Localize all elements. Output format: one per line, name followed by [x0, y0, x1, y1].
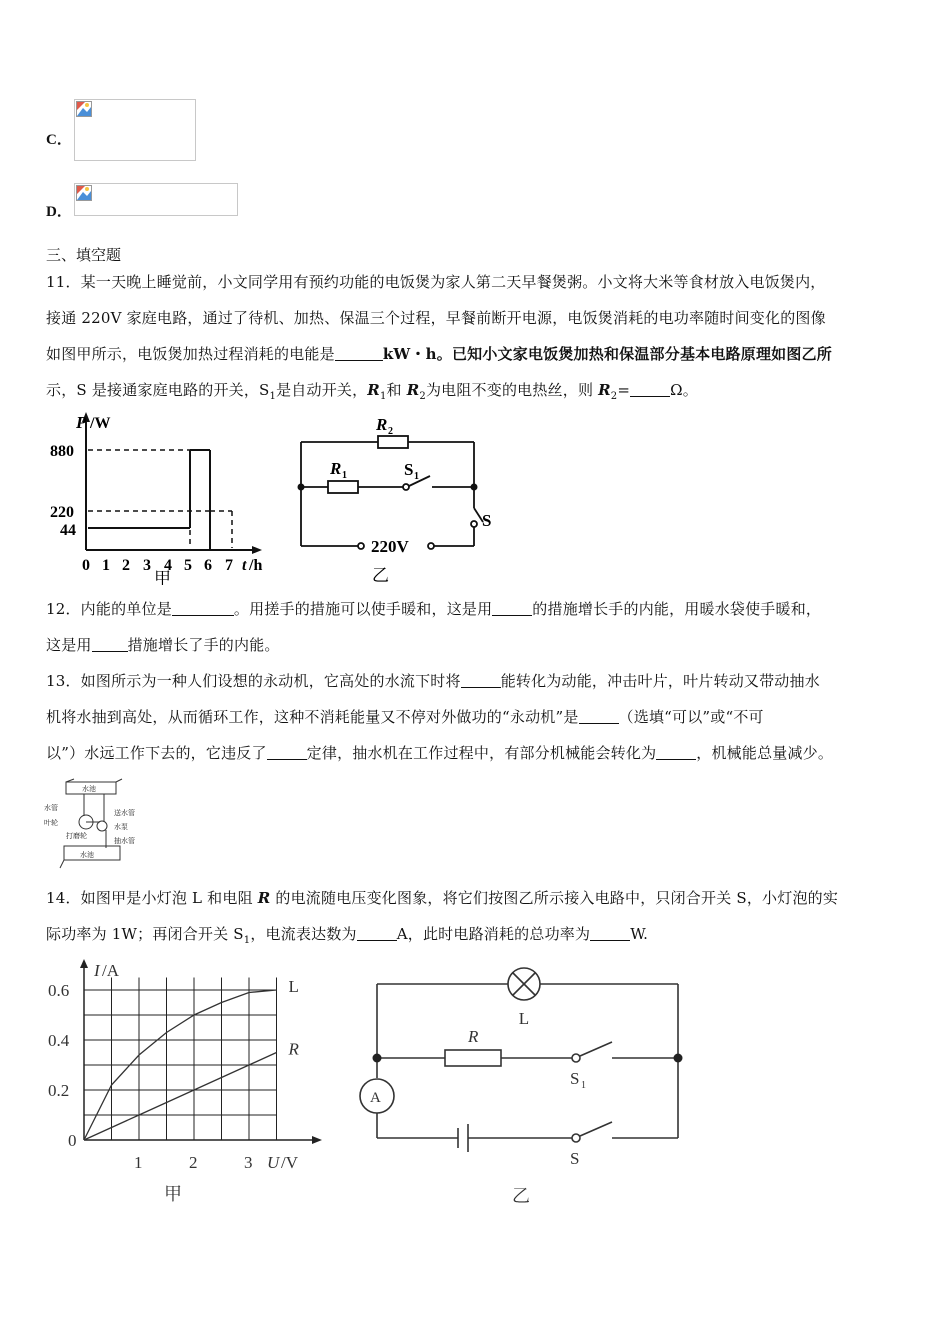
- chart-grid: [84, 978, 277, 1141]
- figure-caption-yi: 乙: [372, 566, 389, 585]
- q13-line-2: 机将水抽到高处，从而循环工作，这种不消耗能量又不停对外做功的“永动机”是 （选填“可以”或“不可: [46, 708, 764, 726]
- axis-label-u: U: [267, 1153, 280, 1172]
- label-voltage: 220V: [371, 537, 409, 556]
- option-c-image: [74, 99, 196, 161]
- rice-cooker-circuit: [290, 410, 510, 585]
- junction-node: [373, 1054, 382, 1063]
- answer-blank[interactable]: [172, 600, 234, 616]
- label-s1-sub: 1: [414, 471, 419, 482]
- pool-edge: [116, 779, 122, 782]
- answer-blank[interactable]: [492, 600, 532, 616]
- pump: [97, 821, 107, 831]
- switch-s1-blade[interactable]: [580, 1042, 612, 1056]
- figure-caption-jia: 甲: [154, 569, 171, 585]
- x-tick-label: 2: [189, 1153, 198, 1172]
- label-r1-sub: 1: [342, 470, 347, 481]
- axis-label-i-unit: /A: [102, 961, 119, 980]
- axis-label-p-unit: /W: [90, 415, 111, 432]
- label-grind: 打磨轮: [66, 832, 87, 840]
- answer-blank[interactable]: [335, 345, 383, 361]
- label-s1: S: [404, 460, 414, 479]
- answer-blank[interactable]: [590, 925, 630, 941]
- label-r2: R: [376, 415, 388, 434]
- series-line-R: [84, 1053, 277, 1141]
- y-tick-label: 0.2: [48, 1081, 70, 1100]
- label-lamp: L: [518, 1009, 530, 1028]
- t-tick-label: 5: [184, 557, 192, 574]
- option-c-label: C．: [46, 132, 72, 148]
- answer-blank[interactable]: [357, 925, 397, 941]
- label-pool-top: 水池: [82, 785, 96, 793]
- label-resistor: R: [468, 1027, 479, 1046]
- switch-s-contact: [572, 1134, 580, 1142]
- answer-blank[interactable]: [267, 744, 307, 760]
- x-tick-label: 1: [134, 1153, 143, 1172]
- figure-caption-yi-14: 乙: [512, 1186, 530, 1206]
- pool-edge: [60, 860, 64, 868]
- q14-line-1: 14．如图甲是小灯泡 L 和电阻 R 的电流随电压变化图象，将它们按图乙所示接入电路中，只闭合开关 S，小灯泡的实: [46, 889, 839, 907]
- label-pump: 水泵: [114, 823, 128, 831]
- junction-node: [471, 484, 478, 491]
- answer-blank[interactable]: [656, 744, 696, 760]
- t-axis-arrow: [252, 546, 262, 554]
- switch-s1-contact: [572, 1054, 580, 1062]
- i-axis-arrow: [80, 959, 88, 968]
- x-tick-label: 3: [244, 1153, 253, 1172]
- label-s: S: [482, 511, 492, 530]
- broken-image-icon: [76, 185, 92, 201]
- section-title: 三、填空题: [46, 246, 122, 264]
- q12-line-1: 12．内能的单位是 。用搓手的措施可以使手暖和，这是用 的措施增长手的内能，用暖水袋使手暖和，: [46, 600, 822, 618]
- t-tick-label: 2: [122, 557, 130, 574]
- series-label-L: L: [288, 977, 299, 996]
- terminal-left: [358, 543, 364, 549]
- t-tick-label: 4: [164, 557, 172, 574]
- question-13: [46, 663, 916, 771]
- answer-blank[interactable]: [579, 708, 619, 724]
- question-14: [46, 880, 916, 959]
- resistor-r2: [378, 436, 408, 448]
- chart-ticks: [48, 977, 300, 1172]
- answer-blank[interactable]: [461, 672, 501, 688]
- power-time-graph: [46, 410, 276, 585]
- switch-s1-contact: [403, 484, 409, 490]
- tick-880: 880: [50, 443, 74, 460]
- label-pipe: 水管: [44, 804, 58, 812]
- label-r2-sub: 2: [388, 426, 393, 437]
- label-blade: 叶轮: [44, 819, 58, 827]
- label-ammeter: A: [370, 1090, 381, 1106]
- t-tick-label: 3: [143, 557, 151, 574]
- current-voltage-chart: [44, 956, 334, 1211]
- label-suction: 抽水管: [114, 837, 135, 845]
- terminal-right: [428, 543, 434, 549]
- q11-line-4: 示，S 是接通家庭电路的开关，$S_1$是自动开关，$R_1$和 $R_2$为电阻不变的电热丝，则 $R_2= \Omega$。: [46, 381, 698, 402]
- label-r1: R: [330, 459, 342, 478]
- origin-label: 0: [68, 1131, 77, 1150]
- junction-node: [298, 484, 305, 491]
- junction-node: [674, 1054, 683, 1063]
- answer-blank[interactable]: [92, 636, 128, 652]
- axis-label-t: t: [242, 557, 247, 574]
- resistor-r1: [328, 481, 358, 493]
- figure-caption-jia-14: 甲: [164, 1184, 182, 1204]
- tick-220: 220: [50, 504, 74, 521]
- resistor-r: [445, 1050, 501, 1066]
- q11-line-3: 如图甲所示，电饭煲加热过程消耗的电能是 kW・h。已知小文家电饭煲加热和保温部分基本电路原理如图乙所: [46, 345, 832, 363]
- question-11: [46, 264, 916, 415]
- option-d-label: D．: [46, 204, 72, 220]
- label-s1-sub: 1: [581, 1080, 586, 1091]
- t-tick-label: 1: [102, 557, 110, 574]
- label-s: S: [570, 1149, 580, 1168]
- q14-line-2: 际功率为 1W；再闭合开关 $S_1$，电流表达数为 A，此时电路消耗的总功率为 W.: [46, 925, 649, 946]
- perpetual-motion-figure: [44, 778, 144, 872]
- label-supply: 送水管: [114, 809, 135, 817]
- series-label-R: R: [288, 1039, 299, 1059]
- option-d-image: [74, 183, 238, 216]
- q13-line-1: 13．如图所示为一种人们设想的永动机，它高处的水流下时将 能转化为动能，冲击叶片，叶片转动又带动抽水: [46, 672, 820, 690]
- axis-label-i: I: [94, 961, 100, 980]
- switch-s-contact: [471, 521, 477, 527]
- tick-44: 44: [60, 522, 76, 539]
- label-pool-bottom: 水池: [80, 851, 94, 859]
- u-axis-arrow: [312, 1136, 322, 1144]
- t-tick-label: 6: [204, 557, 212, 574]
- axis-label-p: P: [76, 413, 87, 432]
- switch-s-blade[interactable]: [580, 1122, 612, 1136]
- y-tick-label: 0.4: [48, 1031, 70, 1050]
- t-tick-label: 7: [225, 557, 233, 574]
- axis-label-u-unit: /V: [281, 1153, 298, 1172]
- q11-line-1: 11．某一天晚上睡觉前，小文同学用有预约功能的电饭煲为家人第二天早餐煲粥。小文将大米等食材放入电饭煲内，: [46, 273, 826, 291]
- question-12: [46, 591, 916, 663]
- t-tick-label: 0: [82, 557, 90, 574]
- answer-blank[interactable]: [630, 381, 670, 397]
- label-s1: S: [570, 1069, 580, 1088]
- y-tick-label: 0.6: [48, 981, 70, 1000]
- q12-line-2: 这是用 措施增长了手的内能。: [46, 636, 280, 654]
- axis-label-t-unit: /h: [249, 557, 263, 574]
- lamp-circuit: [350, 956, 686, 1211]
- q13-line-3: 以”）水远工作下去的，它违反了 定律，抽水机在工作过程中，有部分机械能会转化为 ，机械能总量减少。: [46, 744, 834, 762]
- broken-image-icon: [76, 101, 92, 117]
- q11-line-2: 接通 220V 家庭电路，通过了待机、加热、保温三个过程，早餐前断开电源，电饭煲消耗的电功率随时间变化的图像: [46, 309, 826, 327]
